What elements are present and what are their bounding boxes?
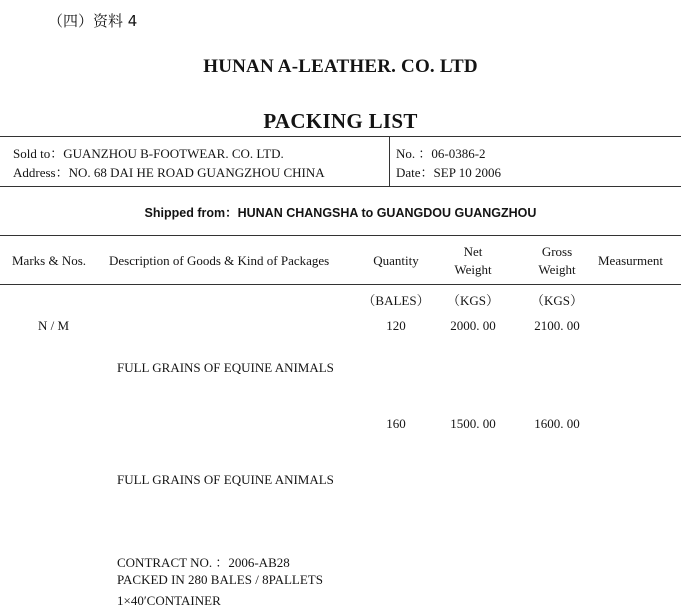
address-label: Address： bbox=[13, 165, 69, 180]
header-gross-line2: Weight bbox=[538, 262, 576, 277]
unit-net: （KGS） bbox=[446, 293, 499, 308]
row1-net: 2000. 00 bbox=[450, 318, 496, 333]
header-description: Description of Goods & Kind of Packages bbox=[109, 253, 330, 268]
header-quantity: Quantity bbox=[373, 253, 419, 268]
row2-net: 1500. 00 bbox=[450, 416, 496, 431]
row2-quantity: 160 bbox=[386, 416, 406, 431]
sold-to-label: Sold to： bbox=[13, 146, 64, 161]
party-divider bbox=[389, 136, 390, 186]
row2-gross: 1600. 00 bbox=[534, 416, 580, 431]
company-name: HUNAN A-LEATHER. CO. LTD bbox=[203, 56, 478, 77]
row1-quantity: 120 bbox=[386, 318, 406, 333]
date-value: SEP 10 2006 bbox=[433, 165, 501, 180]
table-header-rule bbox=[0, 284, 681, 285]
header-measurement: Measurment bbox=[598, 253, 663, 268]
header-gross bbox=[517, 243, 597, 279]
header-bottom-rule bbox=[0, 186, 681, 187]
row1-description: FULL GRAINS OF EQUINE ANIMALS bbox=[117, 360, 334, 375]
header-gross-line1: Gross bbox=[541, 244, 573, 259]
header-marks: Marks & Nos. bbox=[12, 253, 87, 268]
container-info: 1×40′CONTAINER bbox=[117, 593, 221, 608]
doc-number-line bbox=[396, 144, 486, 163]
doc-number-label: No. ： bbox=[396, 146, 432, 161]
date-line bbox=[396, 163, 501, 182]
contract-number: CONTRACT NO. ：2006-AB28 bbox=[117, 555, 290, 570]
date-label: Date： bbox=[396, 165, 434, 180]
packing-summary: PACKED IN 280 BALES / 8PALLETS bbox=[117, 572, 323, 587]
unit-gross: （KGS） bbox=[530, 293, 583, 308]
doc-number-value: 06-0386-2 bbox=[431, 146, 486, 161]
row1-gross: 2100. 00 bbox=[534, 318, 580, 333]
unit-quantity: （BALES） bbox=[362, 293, 430, 308]
section-label: （四）资料 4 bbox=[48, 12, 138, 30]
shipped-from: Shipped from：HUNAN CHANGSHA to GUANGDOU GUANGZHOU bbox=[144, 206, 537, 220]
marks-value: N / M bbox=[38, 318, 70, 333]
table-top-rule bbox=[0, 235, 681, 236]
row2-description: FULL GRAINS OF EQUINE ANIMALS bbox=[117, 472, 334, 487]
header-net bbox=[433, 243, 513, 279]
address-value: NO. 68 DAI HE ROAD GUANGZHOU CHINA bbox=[68, 165, 325, 180]
address-line bbox=[13, 163, 325, 182]
sold-to-line bbox=[13, 144, 284, 163]
document-title: PACKING LIST bbox=[263, 109, 418, 133]
header-top-rule bbox=[0, 136, 681, 137]
header-net-line1: Net bbox=[463, 244, 483, 259]
sold-to-value: GUANZHOU B-FOOTWEAR. CO. LTD. bbox=[63, 146, 284, 161]
header-net-line2: Weight bbox=[454, 262, 492, 277]
